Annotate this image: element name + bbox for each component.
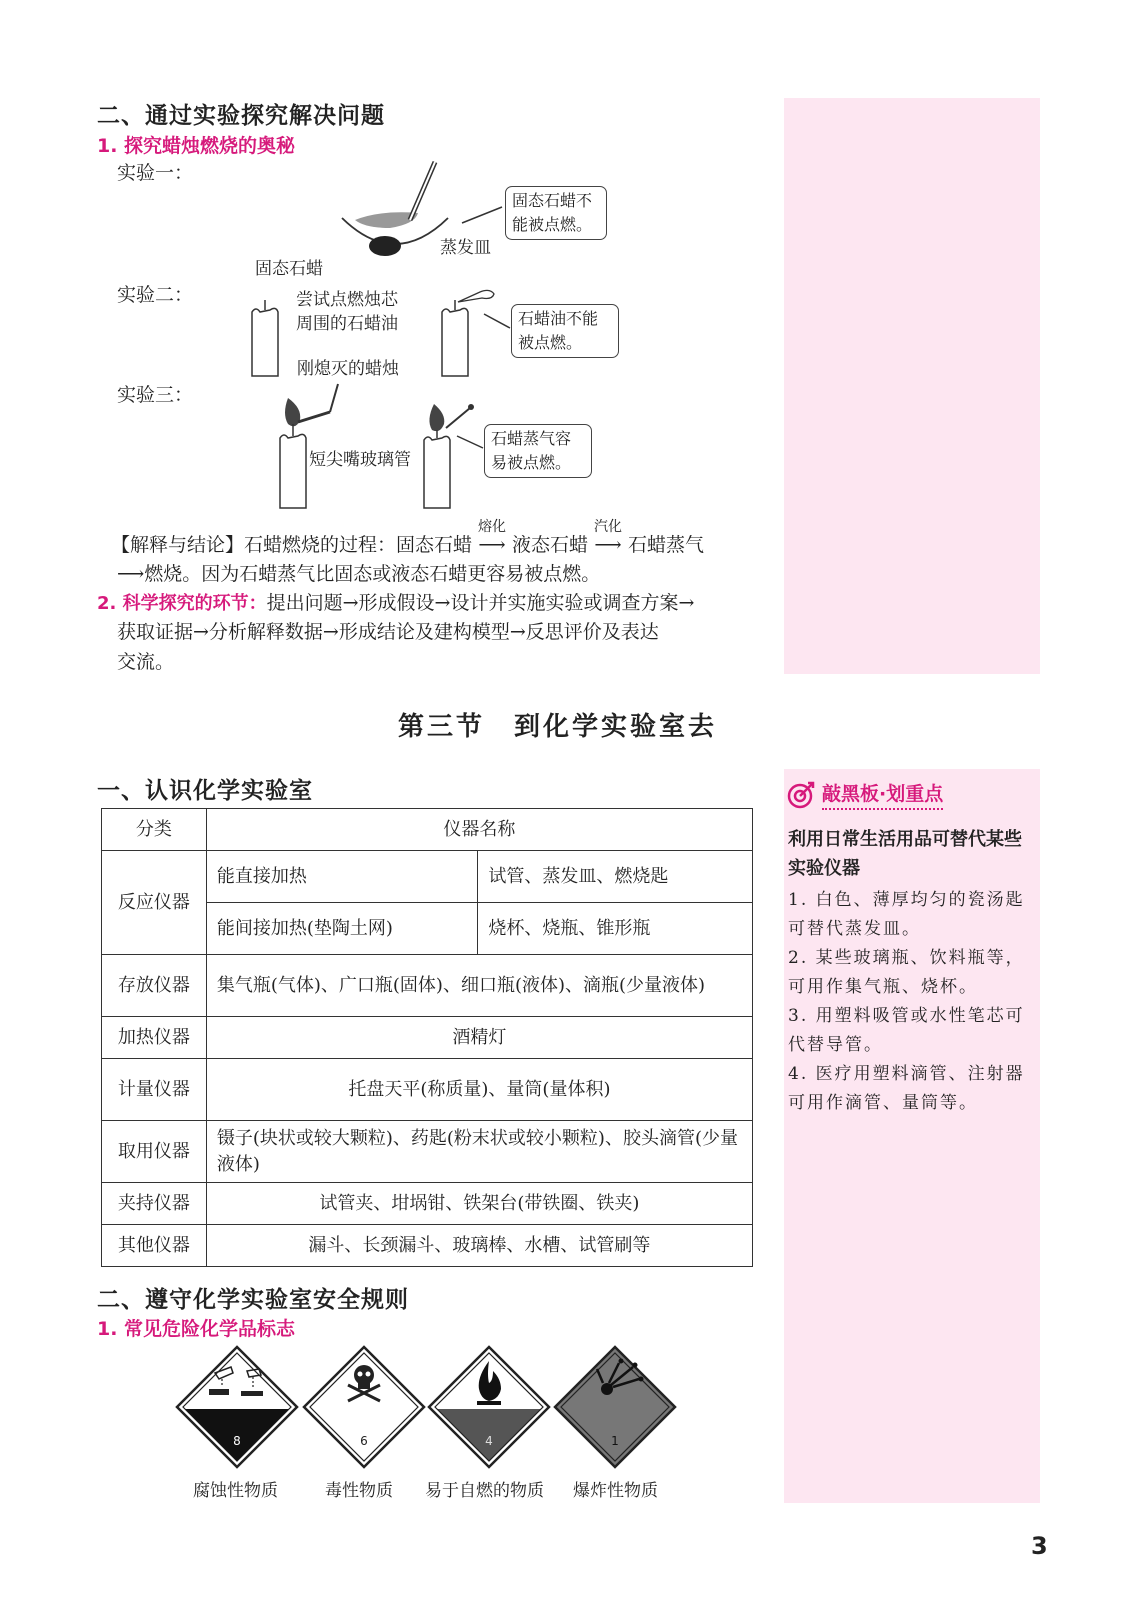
table-cell-category: 其他仪器: [102, 1225, 207, 1267]
exp1-label: 实验一：: [117, 162, 194, 184]
flammable-sign: [427, 1345, 551, 1469]
sidebar-notes: [784, 769, 1040, 1503]
sidebar-top: [784, 98, 1040, 674]
table-row: [102, 955, 753, 1017]
table-header-category: 分类: [102, 809, 207, 851]
list-item: 2. 某些玻璃瓶、饮料瓶等，可用作集气瓶、烧杯。: [788, 948, 1025, 997]
page-title: 第三节 到化学实验室去: [398, 712, 718, 742]
inquiry-steps-line2: 获取证据→分析解释数据→形成结论及建构模型→反思评价及表达: [117, 621, 659, 643]
corrosive-sign: [175, 1345, 299, 1469]
sign-label-toxic: 毒性物质: [325, 1481, 393, 1501]
sign-label-explosive: 爆炸性物质: [573, 1481, 658, 1501]
table-cell: 酒精灯: [206, 1017, 752, 1059]
explosive-sign: [553, 1345, 677, 1469]
sidebar-subtitle: 利用日常生活用品可替代某些实验仪器: [788, 829, 1022, 879]
table-cell-category: 夹持仪器: [102, 1183, 207, 1225]
table-cell: 集气瓶(气体)、广口瓶(固体)、细口瓶(液体)、滴瓶(少量液体): [206, 955, 752, 1017]
table-row: [102, 1225, 753, 1267]
table-row: [102, 1183, 753, 1225]
table-cell: 能间接加热(垫陶土网): [206, 903, 478, 955]
melt-arrow: 熔化 ⟶: [478, 519, 507, 556]
exp1-dish-label: 蒸发皿: [440, 238, 491, 258]
exp2-pointer: [482, 312, 512, 332]
table-cell-category: 反应仪器: [102, 851, 207, 955]
instrument-table: [101, 808, 753, 1267]
exp3-candle-right: [420, 402, 480, 510]
exp2-bubble: 石蜡油不能被点燃。: [511, 304, 619, 358]
table-row: [102, 1121, 753, 1183]
table-cell-category: 取用仪器: [102, 1121, 207, 1183]
table-cell-category: 加热仪器: [102, 1017, 207, 1059]
table-cell: 托盘天平(称质量)、量筒(量体积): [206, 1059, 752, 1121]
exp2-try-label: 尝试点燃烛芯周围的石蜡油: [296, 290, 398, 334]
table-row: [102, 851, 753, 903]
exp3-tube-label: 短尖嘴玻璃管: [309, 450, 411, 470]
list-item: 4. 医疗用塑料滴管、注射器可用作滴管、量筒等。: [788, 1064, 1025, 1113]
exp2-candle-right: [436, 286, 502, 378]
sign-number: 8: [233, 1434, 241, 1448]
table-cell: 漏斗、长颈漏斗、玻璃棒、水槽、试管刷等: [206, 1225, 752, 1267]
inquiry-steps-line3: 交流。: [117, 651, 175, 673]
exp1-solid-wax-label: 固态石蜡: [255, 259, 323, 279]
exp3-label: 实验三：: [117, 384, 194, 406]
table-header-name: 仪器名称: [206, 809, 752, 851]
table-cell: 试管、蒸发皿、燃烧匙: [478, 851, 753, 903]
vaporize-arrow: 汽化 ⟶: [594, 519, 623, 556]
table-cell: 烧杯、烧瓶、锥形瓶: [478, 903, 753, 955]
conclusion-line2: ⟶燃烧。因为石蜡蒸气比固态或液态石蜡更容易被点燃。: [117, 563, 601, 585]
table-cell: 试管夹、坩埚钳、铁架台(带铁圈、铁夹): [206, 1183, 752, 1225]
table-cell-category: 存放仪器: [102, 955, 207, 1017]
table-cell: 镊子(块状或较大颗粒)、药匙(粉末状或较小颗粒)、胶头滴管(少量液体): [206, 1121, 752, 1183]
sidebar-title: 敲黑板·划重点: [786, 779, 943, 810]
subheading-hazard-signs: 1. 常见危险化学品标志: [97, 1318, 296, 1340]
list-item: 1. 白色、薄厚均匀的瓷汤匙可替代蒸发皿。: [788, 890, 1025, 939]
exp2-candle-label: 刚熄灭的蜡烛: [297, 359, 399, 379]
table-row: [102, 809, 753, 851]
sidebar-point-list: [788, 886, 1038, 1118]
sign-number: 6: [360, 1434, 368, 1448]
exp1-bubble: 固态石蜡不能被点燃。: [505, 186, 607, 240]
toxic-sign: [302, 1345, 426, 1469]
inquiry-steps-line1: 2. 科学探究的环节：提出问题→形成假设→设计并实施实验或调查方案→: [97, 592, 695, 614]
sign-label-flammable: 易于自燃的物质: [425, 1481, 544, 1501]
sign-number: 1: [611, 1434, 619, 1448]
safety-heading: 二、遵守化学实验室安全规则: [97, 1287, 409, 1313]
target-icon: [786, 780, 816, 810]
subheading-candle: 1. 探究蜡烛燃烧的奥秘: [97, 135, 296, 157]
conclusion-line1: 【解释与结论】石蜡燃烧的过程：固态石蜡 熔化 ⟶ 液态石蜡 汽化 ⟶ 石蜡蒸气: [111, 530, 704, 560]
table-cell: 能直接加热: [206, 851, 478, 903]
sign-label-corrosive: 腐蚀性物质: [193, 1481, 278, 1501]
exp1-pointer: [460, 205, 505, 225]
page-number: 3: [1031, 1532, 1048, 1560]
table-row: [102, 1059, 753, 1121]
exp2-candle-left: [248, 298, 282, 378]
exp2-label: 实验二：: [117, 284, 194, 306]
table-cell-category: 计量仪器: [102, 1059, 207, 1121]
section-heading: 二、通过实验探究解决问题: [97, 103, 385, 129]
lab-heading: 一、认识化学实验室: [97, 778, 313, 804]
sign-number: 4: [485, 1434, 493, 1448]
exp3-bubble: 石蜡蒸气容易被点燃。: [484, 424, 592, 478]
list-item: 3. 用塑料吸管或水性笔芯可代替导管。: [788, 1006, 1025, 1055]
exp3-pointer: [455, 432, 485, 452]
table-row: [102, 1017, 753, 1059]
